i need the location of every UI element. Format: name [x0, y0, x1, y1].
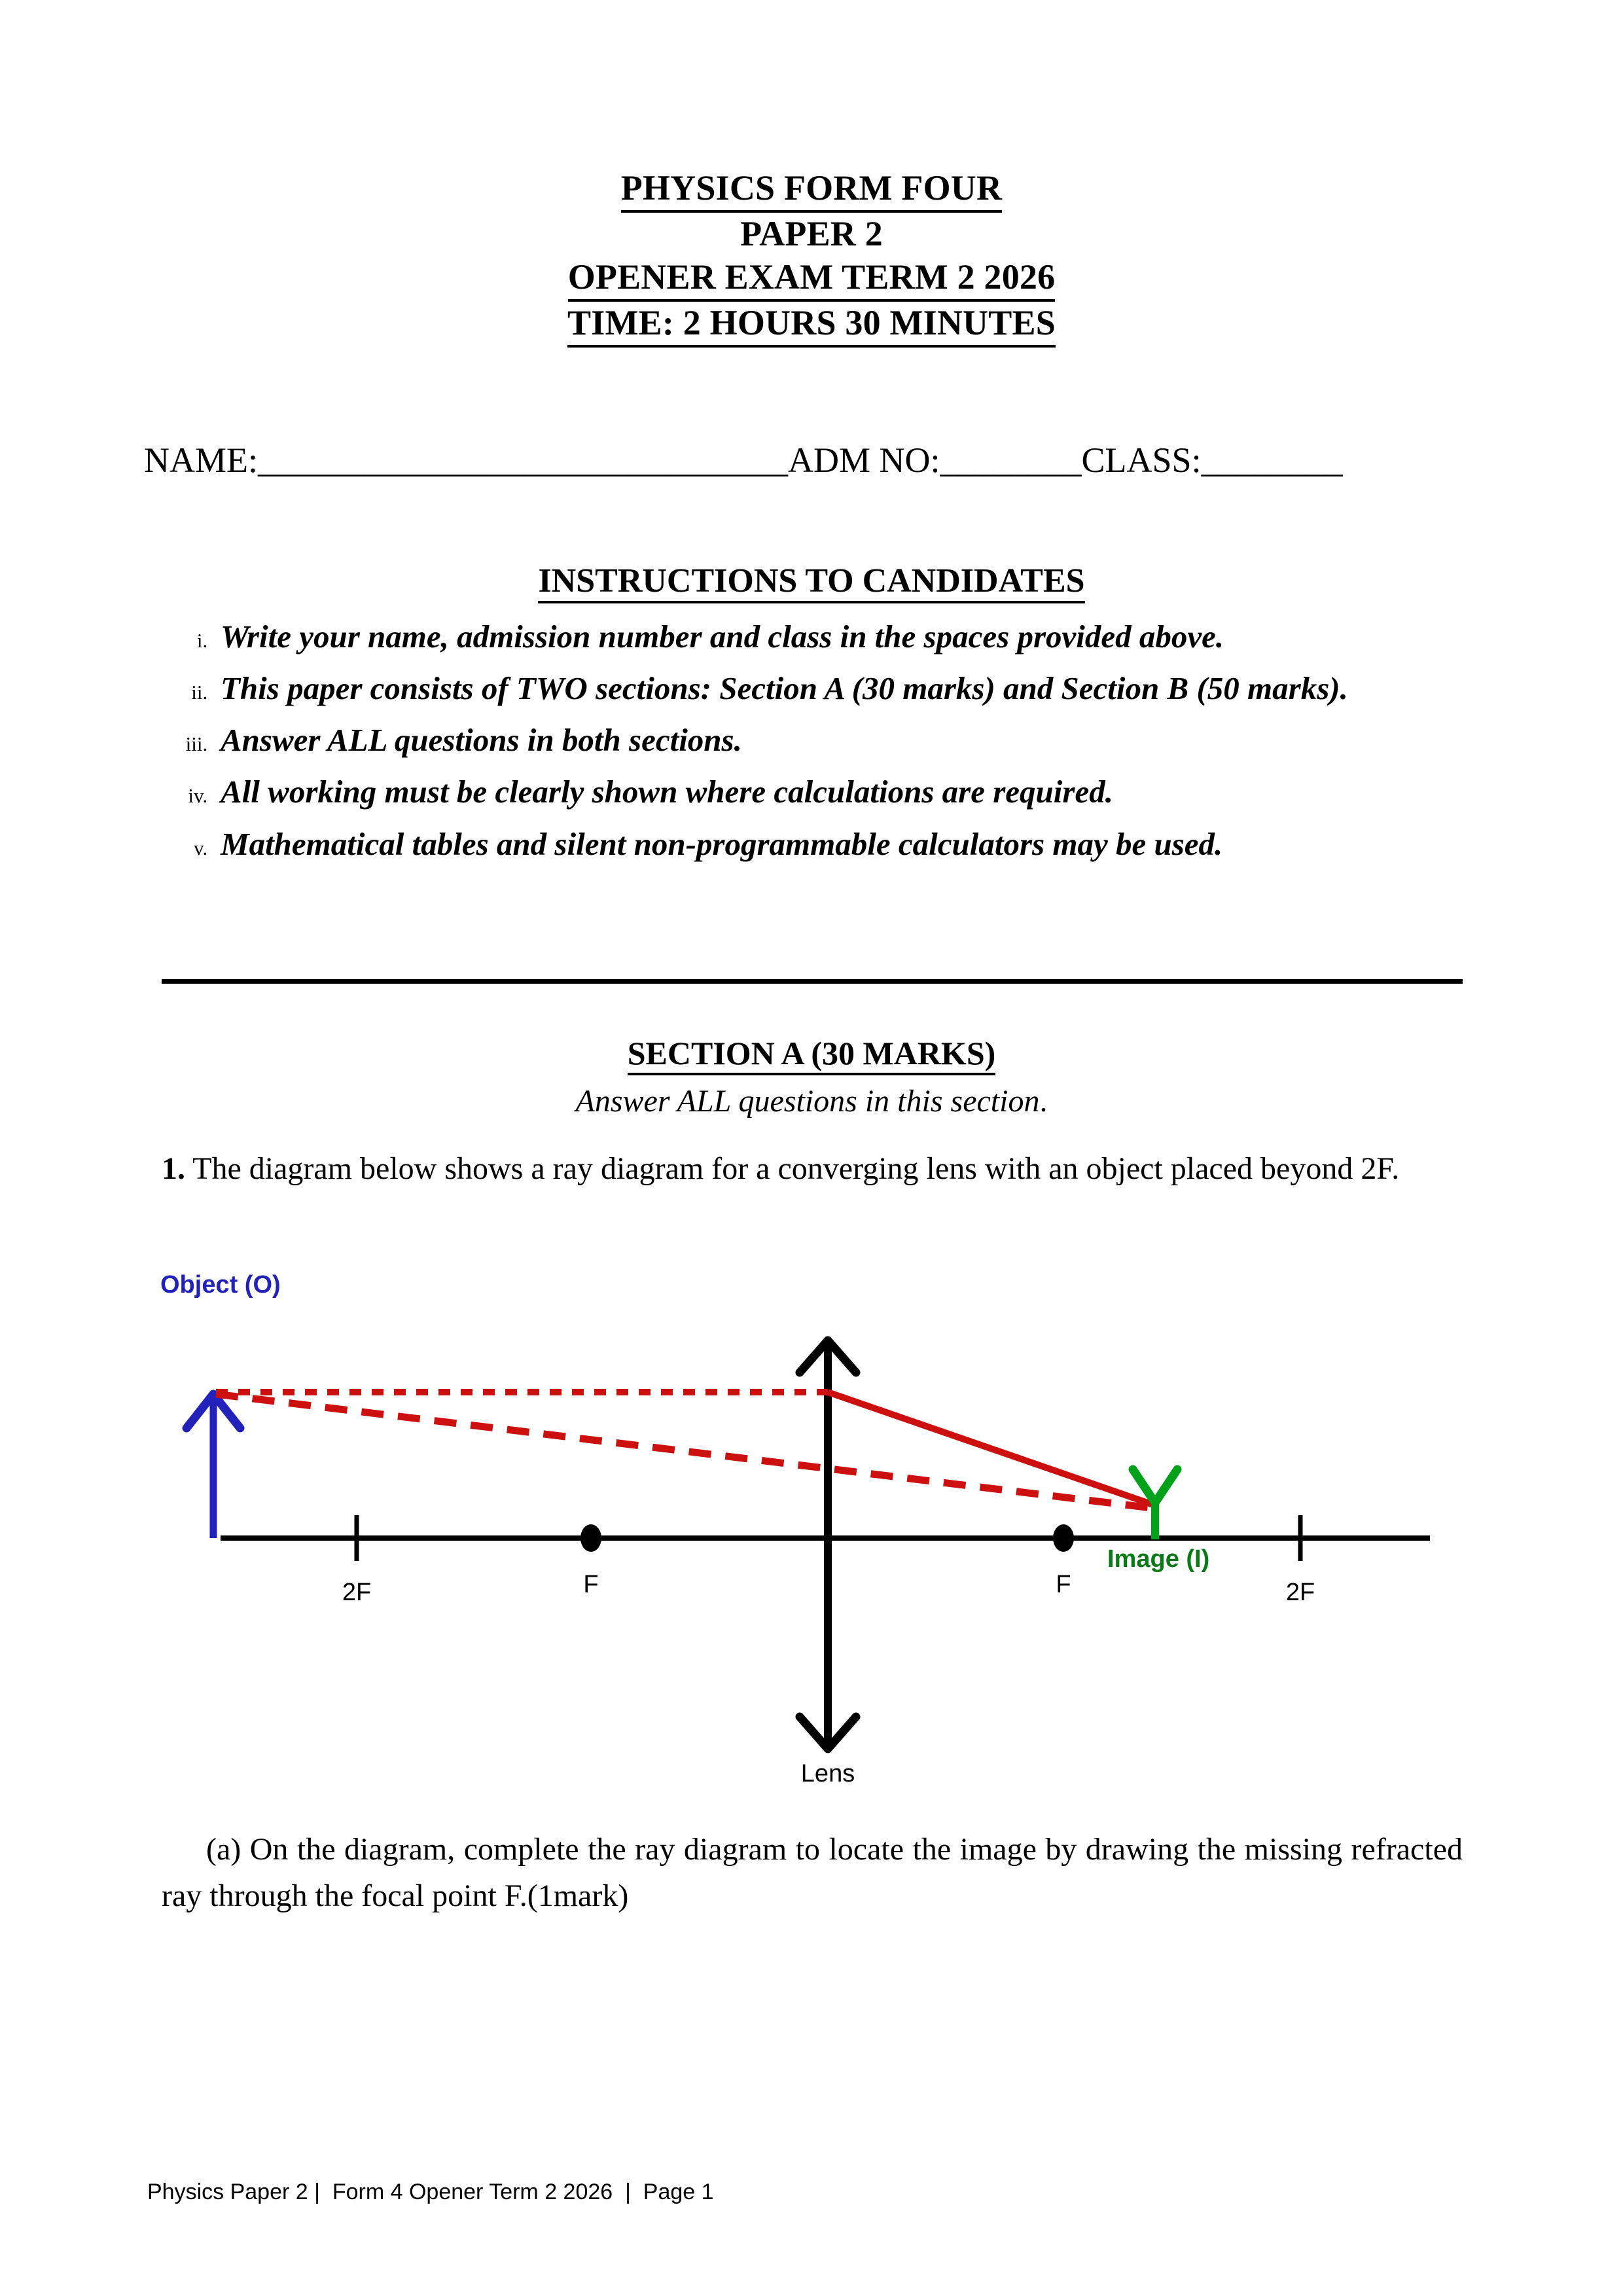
central-ray-dashed	[216, 1394, 1157, 1509]
header-line-title: PHYSICS FORM FOUR	[0, 167, 1623, 213]
lens-label-text: Lens	[800, 1760, 855, 1787]
axis-label-f-left: F	[583, 1571, 599, 1598]
ray-diagram-figure	[0, 1271, 1623, 1820]
document-header	[0, 167, 1623, 348]
name-label: NAME:	[144, 440, 258, 480]
candidate-details-line	[144, 440, 1492, 482]
header-line-exam: OPENER EXAM TERM 2 2026	[0, 256, 1623, 302]
instruction-item: ii. This paper consists of TWO sections: Section A (30 marks) and Section B (50 marks).	[213, 667, 1515, 709]
object-label: Object (O)	[160, 1271, 281, 1299]
instructions-list	[164, 615, 1515, 874]
instruction-item: iv. All working must be clearly shown where calculations are required.	[213, 770, 1515, 813]
axis-label-f-right: F	[1056, 1571, 1071, 1598]
adm-no-label: ADM NO:	[788, 440, 940, 480]
instruction-item: v. Mathematical tables and silent non-programmable calculators may be used.	[213, 823, 1515, 865]
section-a-subheading-text: Answer ALL questions in this section	[575, 1084, 1040, 1119]
class-input-blank[interactable]: ________	[1201, 440, 1343, 480]
question-1-number: 1.	[162, 1151, 185, 1186]
question-1a-text: (a) On the diagram, complete the ray diagram to locate the image by drawing the missing refracted ray through the focal point F.(1mark)	[162, 1832, 1463, 1914]
page-footer: Physics Paper 2 | Form 4 Opener Term 2 2026 | Page 1	[147, 2179, 714, 2204]
name-input-blank[interactable]: ______________________________	[258, 440, 788, 480]
class-label: CLASS:	[1081, 440, 1202, 480]
section-a-subheading	[0, 1083, 1623, 1119]
axis-label-2f-right: 2F	[1285, 1579, 1315, 1606]
instructions-heading: INSTRUCTIONS TO CANDIDATES	[0, 562, 1623, 600]
horizontal-divider	[162, 979, 1463, 984]
section-a-heading: SECTION A (30 MARKS)	[0, 1034, 1623, 1072]
header-line-time: TIME: 2 HOURS 30 MINUTES	[0, 302, 1623, 348]
axis-label-2f-left: 2F	[342, 1579, 372, 1606]
instruction-item: i. Write your name, admission number and class in the spaces provided above.	[213, 615, 1515, 658]
object-arrow	[187, 1394, 240, 1538]
adm-no-input-blank[interactable]: ________	[940, 440, 1082, 480]
axis-mark-f-left	[580, 1524, 601, 1552]
axis-mark-f-right	[1053, 1524, 1074, 1552]
section-a-subheading-period: .	[1039, 1084, 1048, 1119]
question-1-text	[162, 1145, 1463, 1192]
instruction-item: iii. Answer ALL questions in both sections.	[213, 719, 1515, 761]
header-line-paper: PAPER 2	[740, 214, 883, 254]
question-1-body: The diagram below shows a ray diagram for a converging lens with an object placed beyond 2F.	[185, 1151, 1400, 1186]
image-label-text: Image (I)	[1107, 1545, 1210, 1573]
